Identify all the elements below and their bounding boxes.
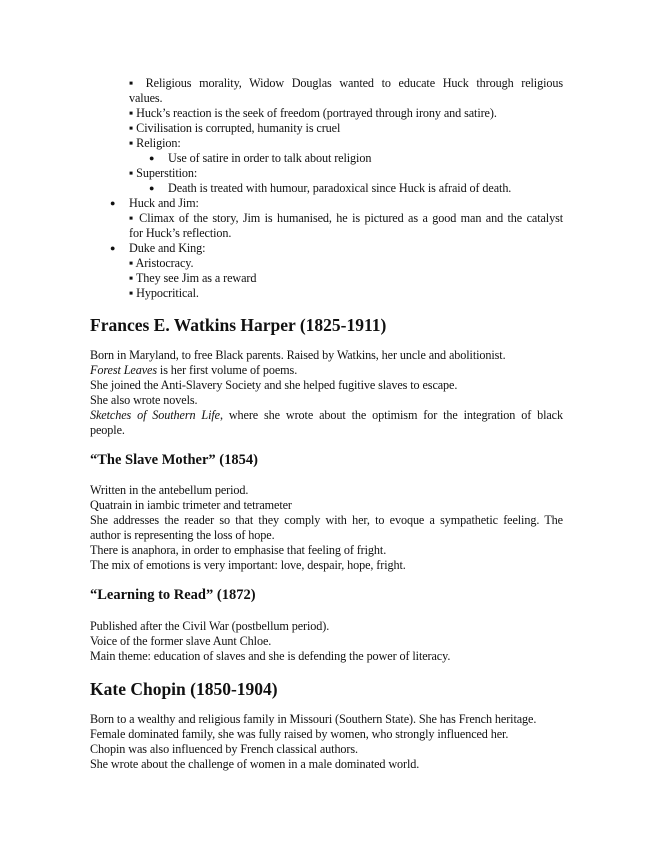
paragraph-line: Female dominated family, she was fully raised by women, who strongly influenced her. — [90, 727, 509, 741]
paragraph-line: Published after the Civil War (postbellum period). — [90, 619, 330, 633]
paragraph-line: She also wrote novels. — [90, 393, 198, 407]
paragraph-text: is her first volume of poems. — [156, 363, 298, 377]
list-item: ▪ Hypocritical. — [129, 286, 199, 300]
list-item-continuation: for Huck’s reflection. — [129, 226, 232, 240]
paragraph-line: Main theme: education of slaves and she is defending the power of literacy. — [90, 649, 451, 663]
list-item: ▪ Climax of the story, Jim is humanised, he is pictured as a good man and the catalyst — [129, 211, 563, 225]
list-item: Duke and King: — [129, 241, 206, 255]
subsection-heading: “The Slave Mother” (1854) — [90, 452, 258, 468]
paragraph-line: The mix of emotions is very important: love, despair, hope, fright. — [90, 558, 406, 572]
paragraph-line: people. — [90, 423, 125, 437]
list-item: Use of satire in order to talk about religion — [168, 151, 372, 165]
paragraph-line — [90, 408, 563, 423]
paragraph-line — [90, 363, 297, 378]
list-item: ▪ Superstition: — [129, 166, 198, 180]
list-item: Death is treated with humour, paradoxical since Huck is afraid of death. — [168, 181, 512, 195]
paragraph-line: Born in Maryland, to free Black parents. Raised by Watkins, her uncle and abolitionist. — [90, 348, 506, 362]
list-item: ▪ Aristocracy. — [129, 256, 194, 270]
paragraph-line: There is anaphora, in order to emphasise that feeling of fright. — [90, 543, 387, 557]
paragraph-line: Voice of the former slave Aunt Chloe. — [90, 634, 272, 648]
paragraph-line: Born to a wealthy and religious family in Missouri (Southern State). She has French heritage. — [90, 712, 537, 726]
list-item: ▪ They see Jim as a reward — [129, 271, 257, 285]
paragraph-line: Chopin was also influenced by French classical authors. — [90, 742, 358, 756]
section-heading: Frances E. Watkins Harper (1825-1911) — [90, 315, 387, 335]
list-item: Huck and Jim: — [129, 196, 199, 210]
bullet-icon: ● — [110, 243, 116, 253]
paragraph-line: Written in the antebellum period. — [90, 483, 249, 497]
paragraph-line: She addresses the reader so that they comply with her, to evoque a sympathetic feeling. The — [90, 513, 563, 527]
paragraph-text: , where she wrote about the optimism for the integration of black — [219, 408, 563, 422]
bullet-icon: ● — [110, 198, 116, 208]
list-item-continuation: values. — [129, 91, 163, 105]
subsection-heading: “Learning to Read” (1872) — [90, 587, 256, 603]
list-item: ▪ Religion: — [129, 136, 181, 150]
list-item: ▪ Religious morality, Widow Douglas wanted to educate Huck through religious — [129, 76, 563, 90]
list-item: ▪ Civilisation is corrupted, humanity is cruel — [129, 121, 341, 135]
paragraph-line: author is representing the loss of hope. — [90, 528, 275, 542]
paragraph-line: She wrote about the challenge of women in a male dominated world. — [90, 757, 420, 771]
book-title: Forest Leaves — [90, 363, 157, 377]
section-heading: Kate Chopin (1850-1904) — [90, 679, 278, 699]
book-title: Sketches of Southern Life — [90, 408, 220, 422]
paragraph-line: She joined the Anti-Slavery Society and she helped fugitive slaves to escape. — [90, 378, 458, 392]
paragraph-line: Quatrain in iambic trimeter and tetrameter — [90, 498, 292, 512]
bullet-icon: ● — [149, 183, 155, 193]
bullet-icon: ● — [149, 153, 155, 163]
list-item: ▪ Huck’s reaction is the seek of freedom (portrayed through irony and satire). — [129, 106, 497, 120]
